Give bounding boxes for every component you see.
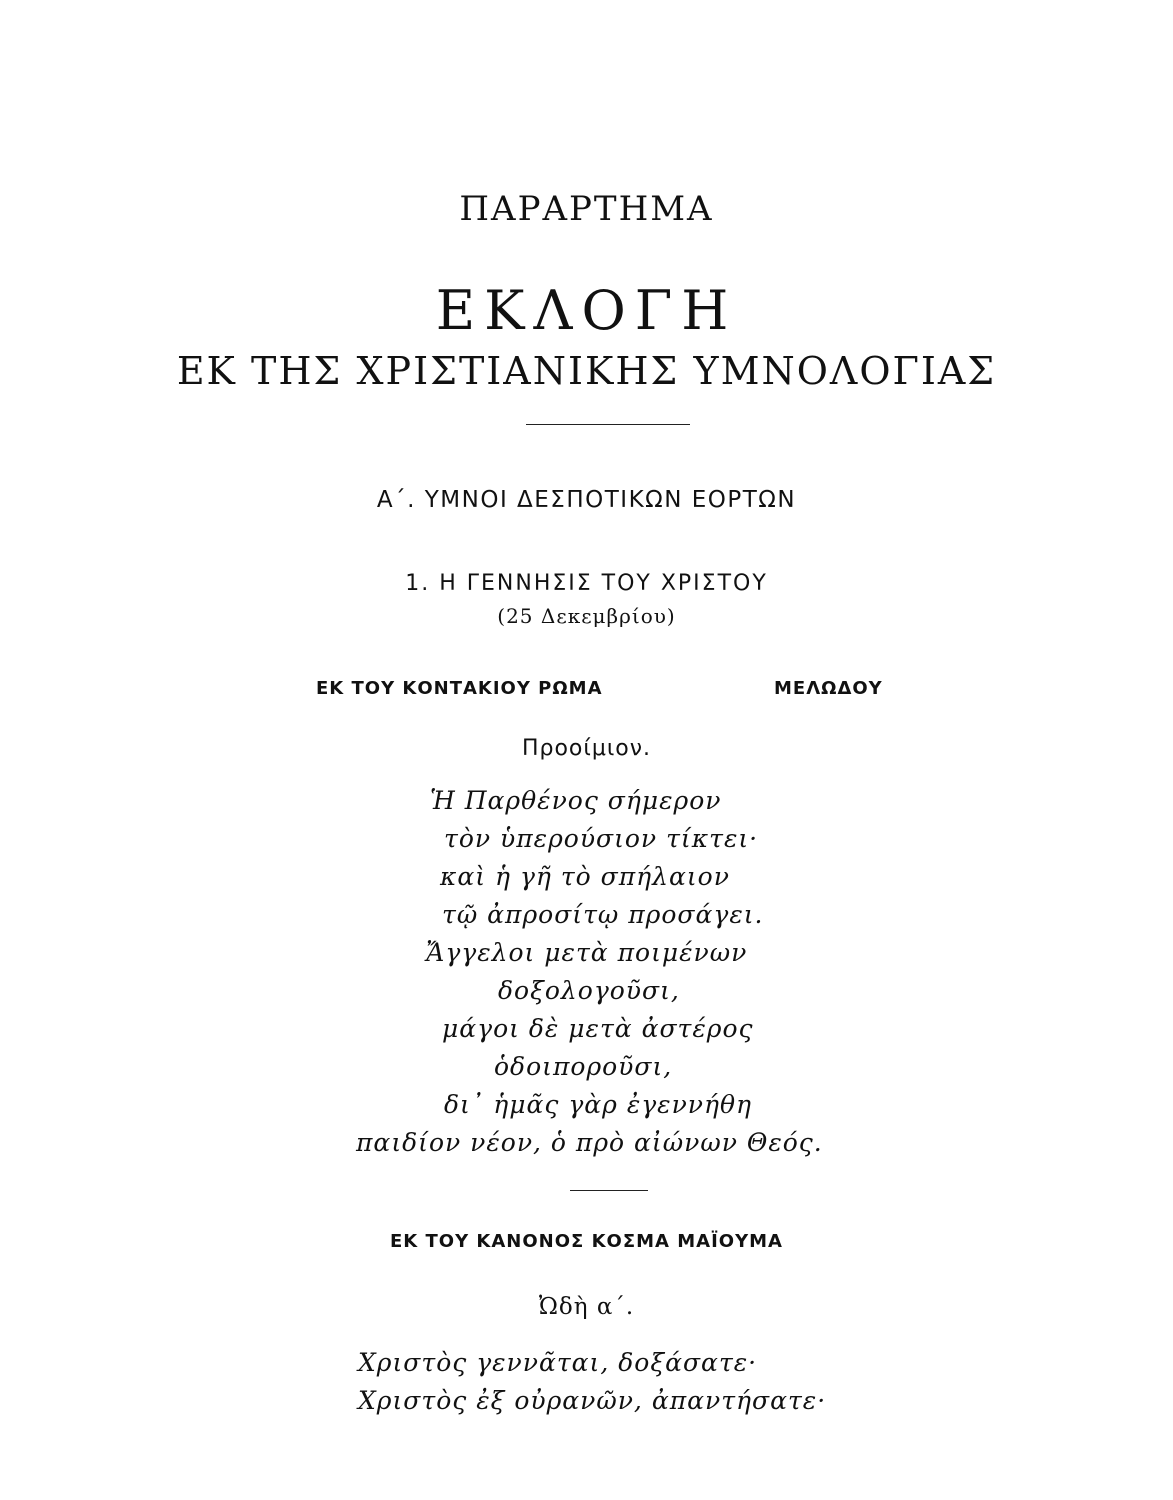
prooimion-line: ὁδοιποροῦσι, bbox=[494, 1052, 673, 1081]
canon-source: ΕΚ ΤΟΥ ΚΑΝΟΝΟΣ ΚΟΣΜΑ ΜΑΪΟΥΜΑ bbox=[390, 1231, 783, 1252]
feast-title: 1. Η ΓΕΝΝΗΣΙΣ ΤΟΥ ΧΡΙΣΤΟΥ bbox=[405, 571, 768, 596]
feast-date: (25 Δεκεμβρίου) bbox=[497, 604, 676, 628]
kontakion-source: ΕΚ ΤΟΥ ΚΟΝΤΑΚΙΟΥ ΡΩΜΑ bbox=[316, 678, 603, 699]
kontakion-source-author: ΜΕΛΩΔΟΥ bbox=[774, 678, 883, 699]
title-divider bbox=[526, 424, 690, 425]
prooimion-line: δι᾿ ἡμᾶς γὰρ ἐγεννήθη bbox=[444, 1090, 752, 1119]
prooimion-line: καὶ ἡ γῆ τὸ σπήλαιον bbox=[440, 862, 730, 891]
prooimion-line: Ἄγγελοι μετὰ ποιμένων bbox=[426, 938, 748, 967]
ode-label: Ὠδὴ α΄. bbox=[538, 1294, 635, 1320]
appendix-label: ΠΑΡΑΡΤΗΜΑ bbox=[459, 189, 714, 229]
subtitle: ΕΚ ΤΗΣ ΧΡΙΣΤΙΑΝΙΚΗΣ ΥΜΝΟΛΟΓΙΑΣ bbox=[176, 349, 997, 393]
prooimion-label: Προοίμιον. bbox=[521, 736, 652, 761]
prooimion-line: παιδίον νέον, ὁ πρὸ αἰώνων Θεός. bbox=[356, 1128, 823, 1157]
main-title: ΕΚΛΟΓΗ bbox=[435, 279, 738, 342]
ode-line: Χριστὸς ἐξ οὐρανῶν, ἀπαντήσατε· bbox=[358, 1386, 827, 1415]
prooimion-line: δοξολογοῦσι, bbox=[498, 976, 680, 1005]
prooimion-line: τῷ ἀπροσίτῳ προσάγει. bbox=[442, 900, 764, 929]
prooimion-line: τὸν ὑπερούσιον τίκτει· bbox=[444, 824, 759, 853]
section-divider bbox=[570, 1190, 648, 1191]
prooimion-line: Ἡ Παρθένος σήμερον bbox=[430, 786, 722, 815]
prooimion-line: μάγοι δὲ μετὰ ἀστέρος bbox=[442, 1014, 754, 1043]
section-heading: Α΄. ΥΜΝΟΙ ΔΕΣΠΟΤΙΚΩΝ ΕΟΡΤΩΝ bbox=[376, 487, 797, 513]
ode-line: Χριστὸς γεννᾶται, δοξάσατε· bbox=[358, 1348, 758, 1377]
